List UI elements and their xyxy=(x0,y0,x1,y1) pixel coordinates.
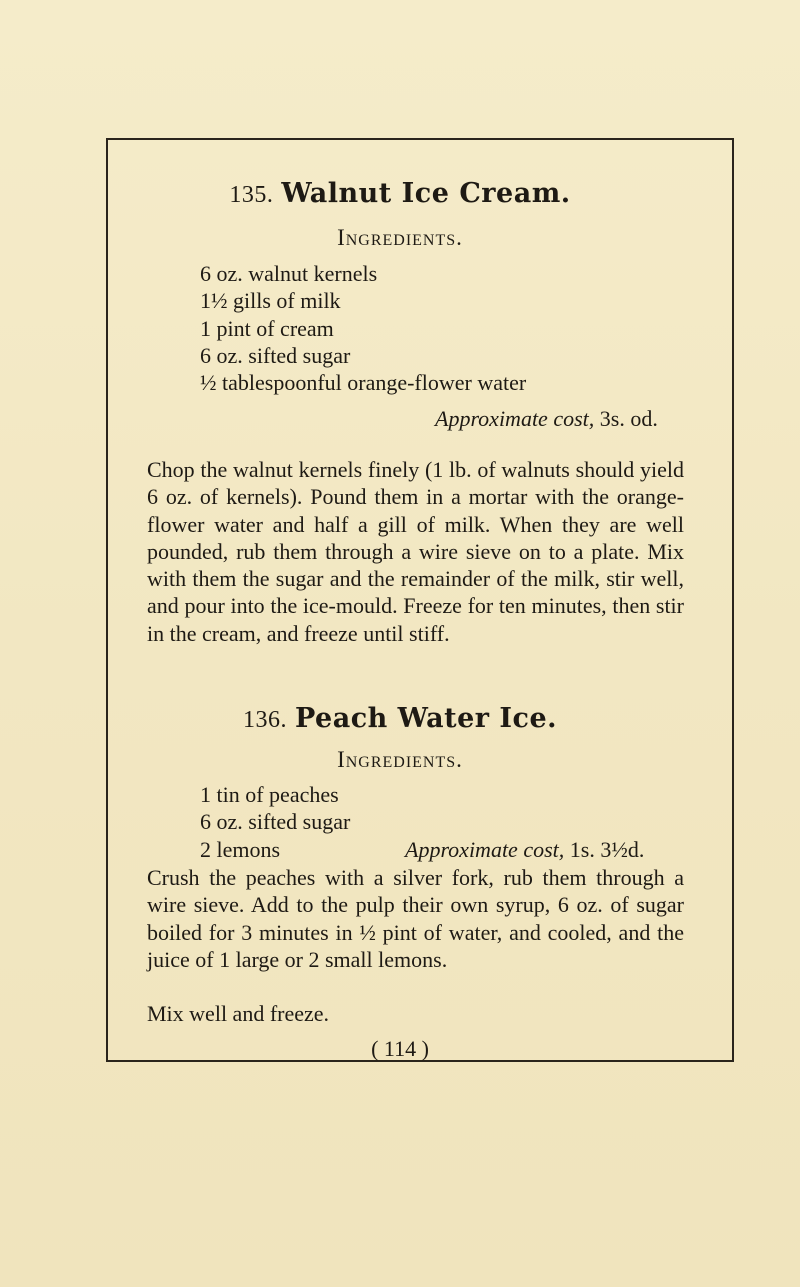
recipe-135-ingredient: 6 oz. walnut kernels xyxy=(200,261,378,286)
recipe-135-number: 135. xyxy=(229,182,274,208)
recipe-135-ingredient: 1½ gills of milk xyxy=(200,288,341,313)
recipe-136-ingredient: 6 oz. sifted sugar xyxy=(200,809,351,834)
recipe-136-ingredients-heading: Ingredients. xyxy=(337,747,463,772)
recipe-136-name: Peach Water Ice. xyxy=(294,703,558,734)
recipe-135-name: Walnut Ice Cream. xyxy=(281,178,571,209)
recipe-136-ingredient: 2 lemons xyxy=(200,837,281,862)
recipe-135-cost-value: 3s. od. xyxy=(599,406,658,431)
recipe-136-number: 136. xyxy=(242,707,287,733)
recipe-135-ingredient: 6 oz. sifted sugar xyxy=(200,343,351,368)
recipe-136-cost-label: Approximate cost, xyxy=(405,837,565,862)
recipe-136-ingredient: 1 tin of peaches xyxy=(200,782,339,807)
recipe-135-cost xyxy=(435,406,658,432)
recipe-135-ingredient: ½ tablespoonful orange-flower water xyxy=(200,370,527,395)
recipe-136-title xyxy=(0,701,800,735)
recipe-135-title xyxy=(0,176,800,210)
recipe-136-cost xyxy=(405,837,644,863)
recipe-135-cost-label: Approximate cost, xyxy=(435,406,595,431)
recipe-136-cost-value: 1s. 3½d. xyxy=(569,837,645,862)
recipe-135-ingredient: 1 pint of cream xyxy=(200,316,334,341)
page-number: ( 114 ) xyxy=(371,1036,429,1061)
recipe-135-method: Chop the walnut kernels finely (1 lb. of walnuts should yield 6 oz. of kernels). Pound them in a mortar with the orange-flower water and half a gill of milk. When they are well pounded, rub them through a wire sieve on to a plate. Mix with them the sugar and the remainder of the milk, stir well, and pour into the ice-mould. Freeze for ten minutes, then stir in the cream, and freeze until stiff. xyxy=(147,457,684,646)
recipe-136-method: Crush the peaches with a silver fork, rub them through a wire sieve. Add to the pulp their own syrup, 6 oz. of sugar boiled for 3 minutes in ½ pint of water, and cooled, and the juice of 1 large or 2 small lemons. xyxy=(147,865,684,972)
recipe-135-ingredients-heading: Ingredients. xyxy=(337,225,463,250)
recipe-136-method-end: Mix well and freeze. xyxy=(147,1001,330,1026)
